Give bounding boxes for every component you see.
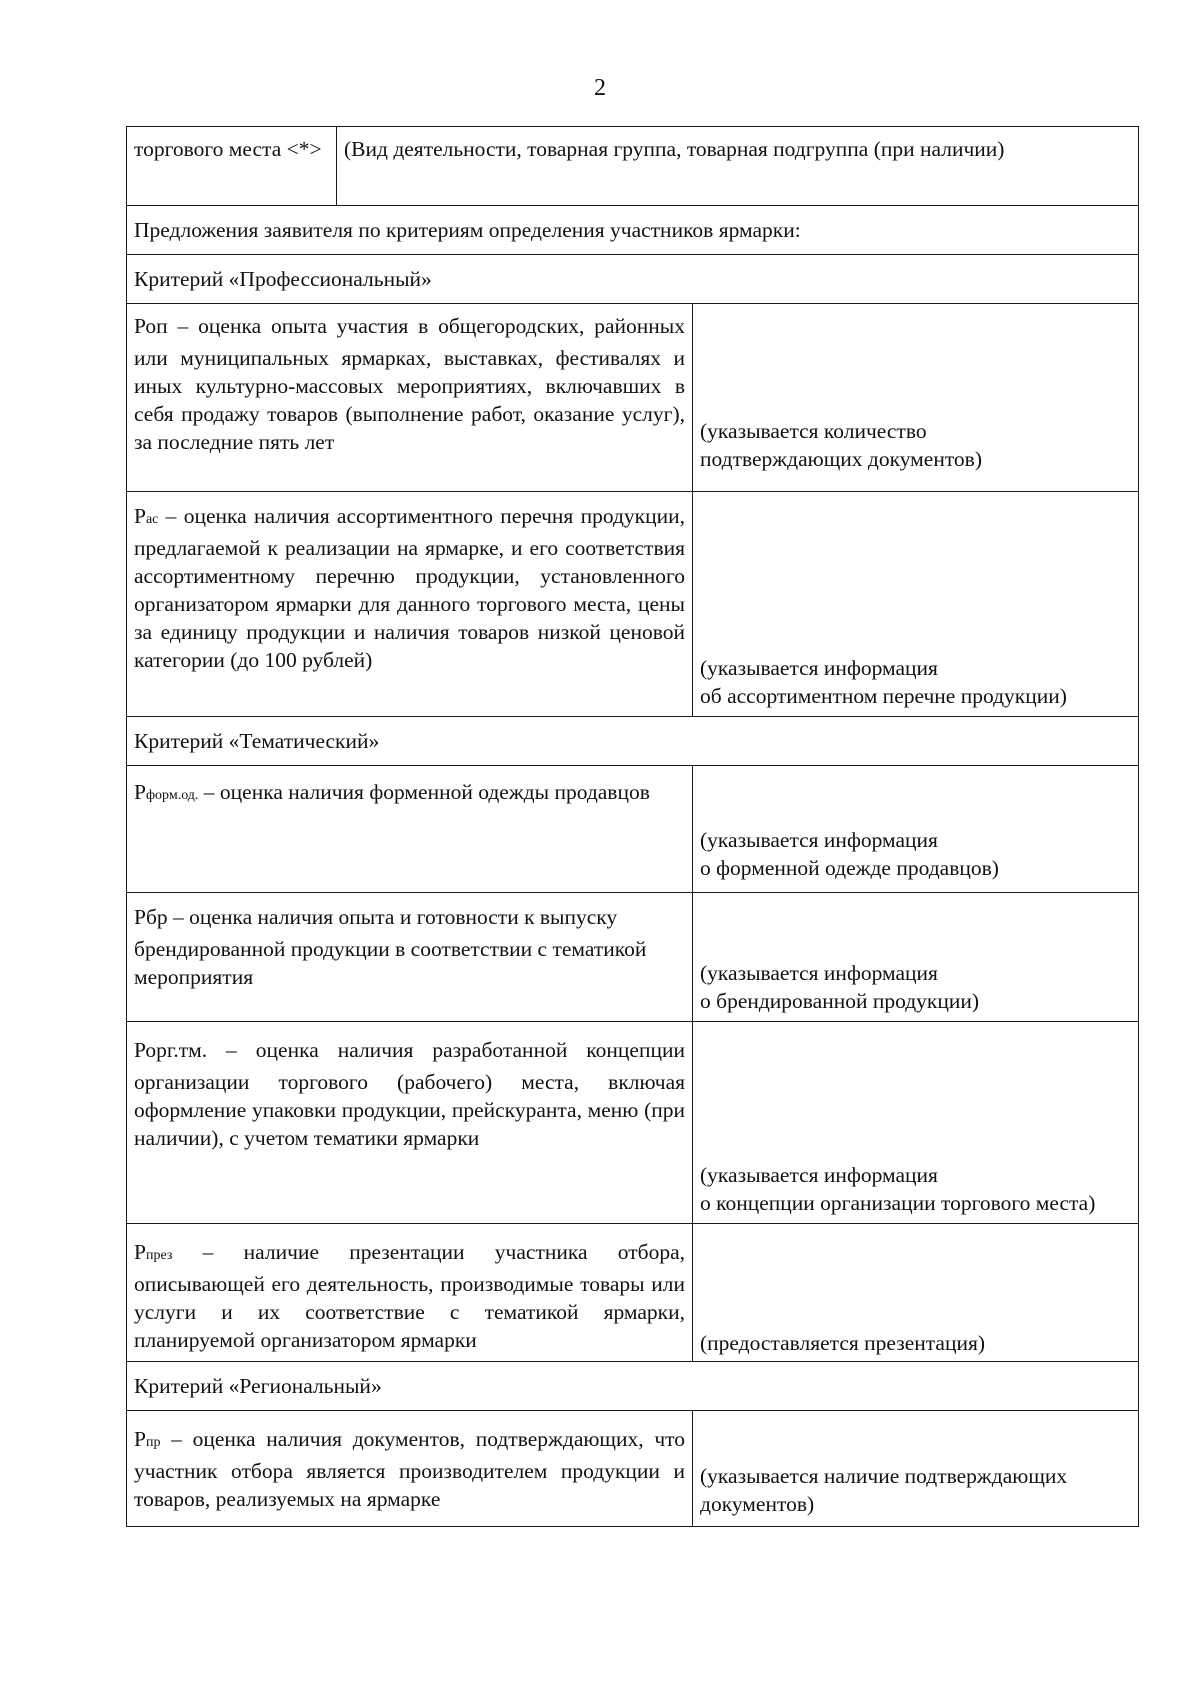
criterion-subscript: ас (145, 512, 159, 527)
answer-line: (указывается информация (700, 961, 938, 985)
answer-line: (указывается информация (700, 1163, 938, 1187)
trade-place-label: торгового места <*> (127, 127, 337, 205)
criterion-professional-title: Критерий «Профессиональный» (127, 255, 1139, 304)
criterion-symbol: Рорг.тм. (134, 1038, 208, 1062)
criterion-description (127, 1224, 693, 1362)
criterion-text: – оценка наличия форменной одежды продавцов (198, 780, 650, 804)
criterion-subscript: пр (145, 1435, 161, 1450)
answer-line: (указывается информация (700, 656, 938, 680)
trade-place-row (127, 127, 1139, 206)
criterion-answer-cell[interactable] (693, 1224, 1139, 1362)
criterion-row (127, 1022, 1139, 1224)
criterion-text: – оценка наличия опыта и готовности к выпуску брендированной продукции в соответствии с тематикой мероприятия (134, 905, 647, 989)
page-number: 2 (594, 75, 606, 101)
criterion-description (127, 304, 693, 492)
criterion-symbol: Р (134, 780, 146, 804)
criterion-subscript: форм.од. (145, 788, 199, 803)
criterion-description (127, 893, 693, 1022)
criterion-symbol: Р (134, 1427, 146, 1451)
answer-line: подтверждающих документов) (700, 447, 982, 471)
criterion-row (127, 1224, 1139, 1362)
criterion-header-row (127, 717, 1139, 766)
criterion-thematic-title: Критерий «Тематический» (127, 717, 1139, 766)
criterion-answer-cell[interactable] (693, 766, 1139, 893)
criterion-row (127, 304, 1139, 492)
criterion-row (127, 492, 1139, 717)
criterion-text: – оценка наличия документов, подтверждающих, что участник отбора является производителем продукции и товаров, реализуемых на ярмарке (134, 1427, 685, 1511)
criterion-symbol: Р (134, 1240, 146, 1264)
criterion-answer-cell[interactable] (693, 893, 1139, 1022)
criterion-symbol: Роп (134, 314, 168, 338)
criterion-regional-title: Критерий «Региональный» (127, 1362, 1139, 1411)
answer-line: об ассортиментном перечне продукции) (700, 684, 1067, 708)
criterion-text: – оценка наличия разработанной концепции организации торгового (рабочего) места, включая оформление упаковки продукции, прейскуранта, меню (при наличии), с учетом тематики ярмарки (134, 1038, 685, 1150)
proposals-title: Предложения заявителя по критериям определения участников ярмарки: (127, 206, 1139, 255)
answer-line: (предоставляется презентация) (700, 1331, 986, 1355)
criterion-answer-cell[interactable] (693, 1411, 1139, 1527)
criterion-answer-cell[interactable] (693, 492, 1139, 717)
criterion-text: – наличие презентации участника отбора, описывающей его деятельность, производимые товары или услуги и их соответствие с тематикой ярмарки, планируемой организатором ярмарки (134, 1240, 685, 1352)
criterion-description (127, 1411, 693, 1527)
criterion-row (127, 766, 1139, 893)
answer-line: о брендированной продукции) (700, 989, 980, 1013)
answer-line: (указывается наличие подтверждающих документов) (700, 1464, 1068, 1516)
activity-type-field[interactable]: (Вид деятельности, товарная группа, товарная подгруппа (при наличии) (344, 137, 1005, 161)
criterion-header-row (127, 255, 1139, 304)
proposals-title-row (127, 206, 1139, 255)
criterion-description (127, 766, 693, 893)
criterion-header-row (127, 1362, 1139, 1411)
criterion-symbol: Р (134, 504, 146, 528)
criterion-text: – оценка опыта участия в общегородских, районных или муниципальных ярмарках, выставках, фестивалях и иных культурно-массовых мероприятиях, включавших в себя продажу товаров (выполнение работ, оказание услуг), за последние пять лет (134, 314, 685, 454)
answer-line: (указывается информация (700, 828, 938, 852)
criterion-symbol: Рбр (134, 905, 168, 929)
answer-line: о форменной одежде продавцов) (700, 856, 999, 880)
criterion-description (127, 492, 693, 717)
criterion-row (127, 893, 1139, 1022)
criterion-text: – оценка наличия ассортиментного перечня продукции, предлагаемой к реализации на ярмарке, и его соответствия ассортиментному перечню продукции, установленного организатором ярмарки для данного торгового места, цены за единицу продукции и наличия товаров низкой ценовой категории (до 100 рублей) (134, 504, 685, 672)
criterion-row (127, 1411, 1139, 1527)
criterion-answer-cell[interactable] (693, 304, 1139, 492)
criterion-subscript: през (145, 1248, 173, 1263)
answer-line: о концепции организации торгового места) (700, 1191, 1096, 1215)
application-form-table (126, 126, 1139, 1527)
answer-line: (указывается количество (700, 419, 927, 443)
criterion-answer-cell[interactable] (693, 1022, 1139, 1224)
criterion-description (127, 1022, 693, 1224)
